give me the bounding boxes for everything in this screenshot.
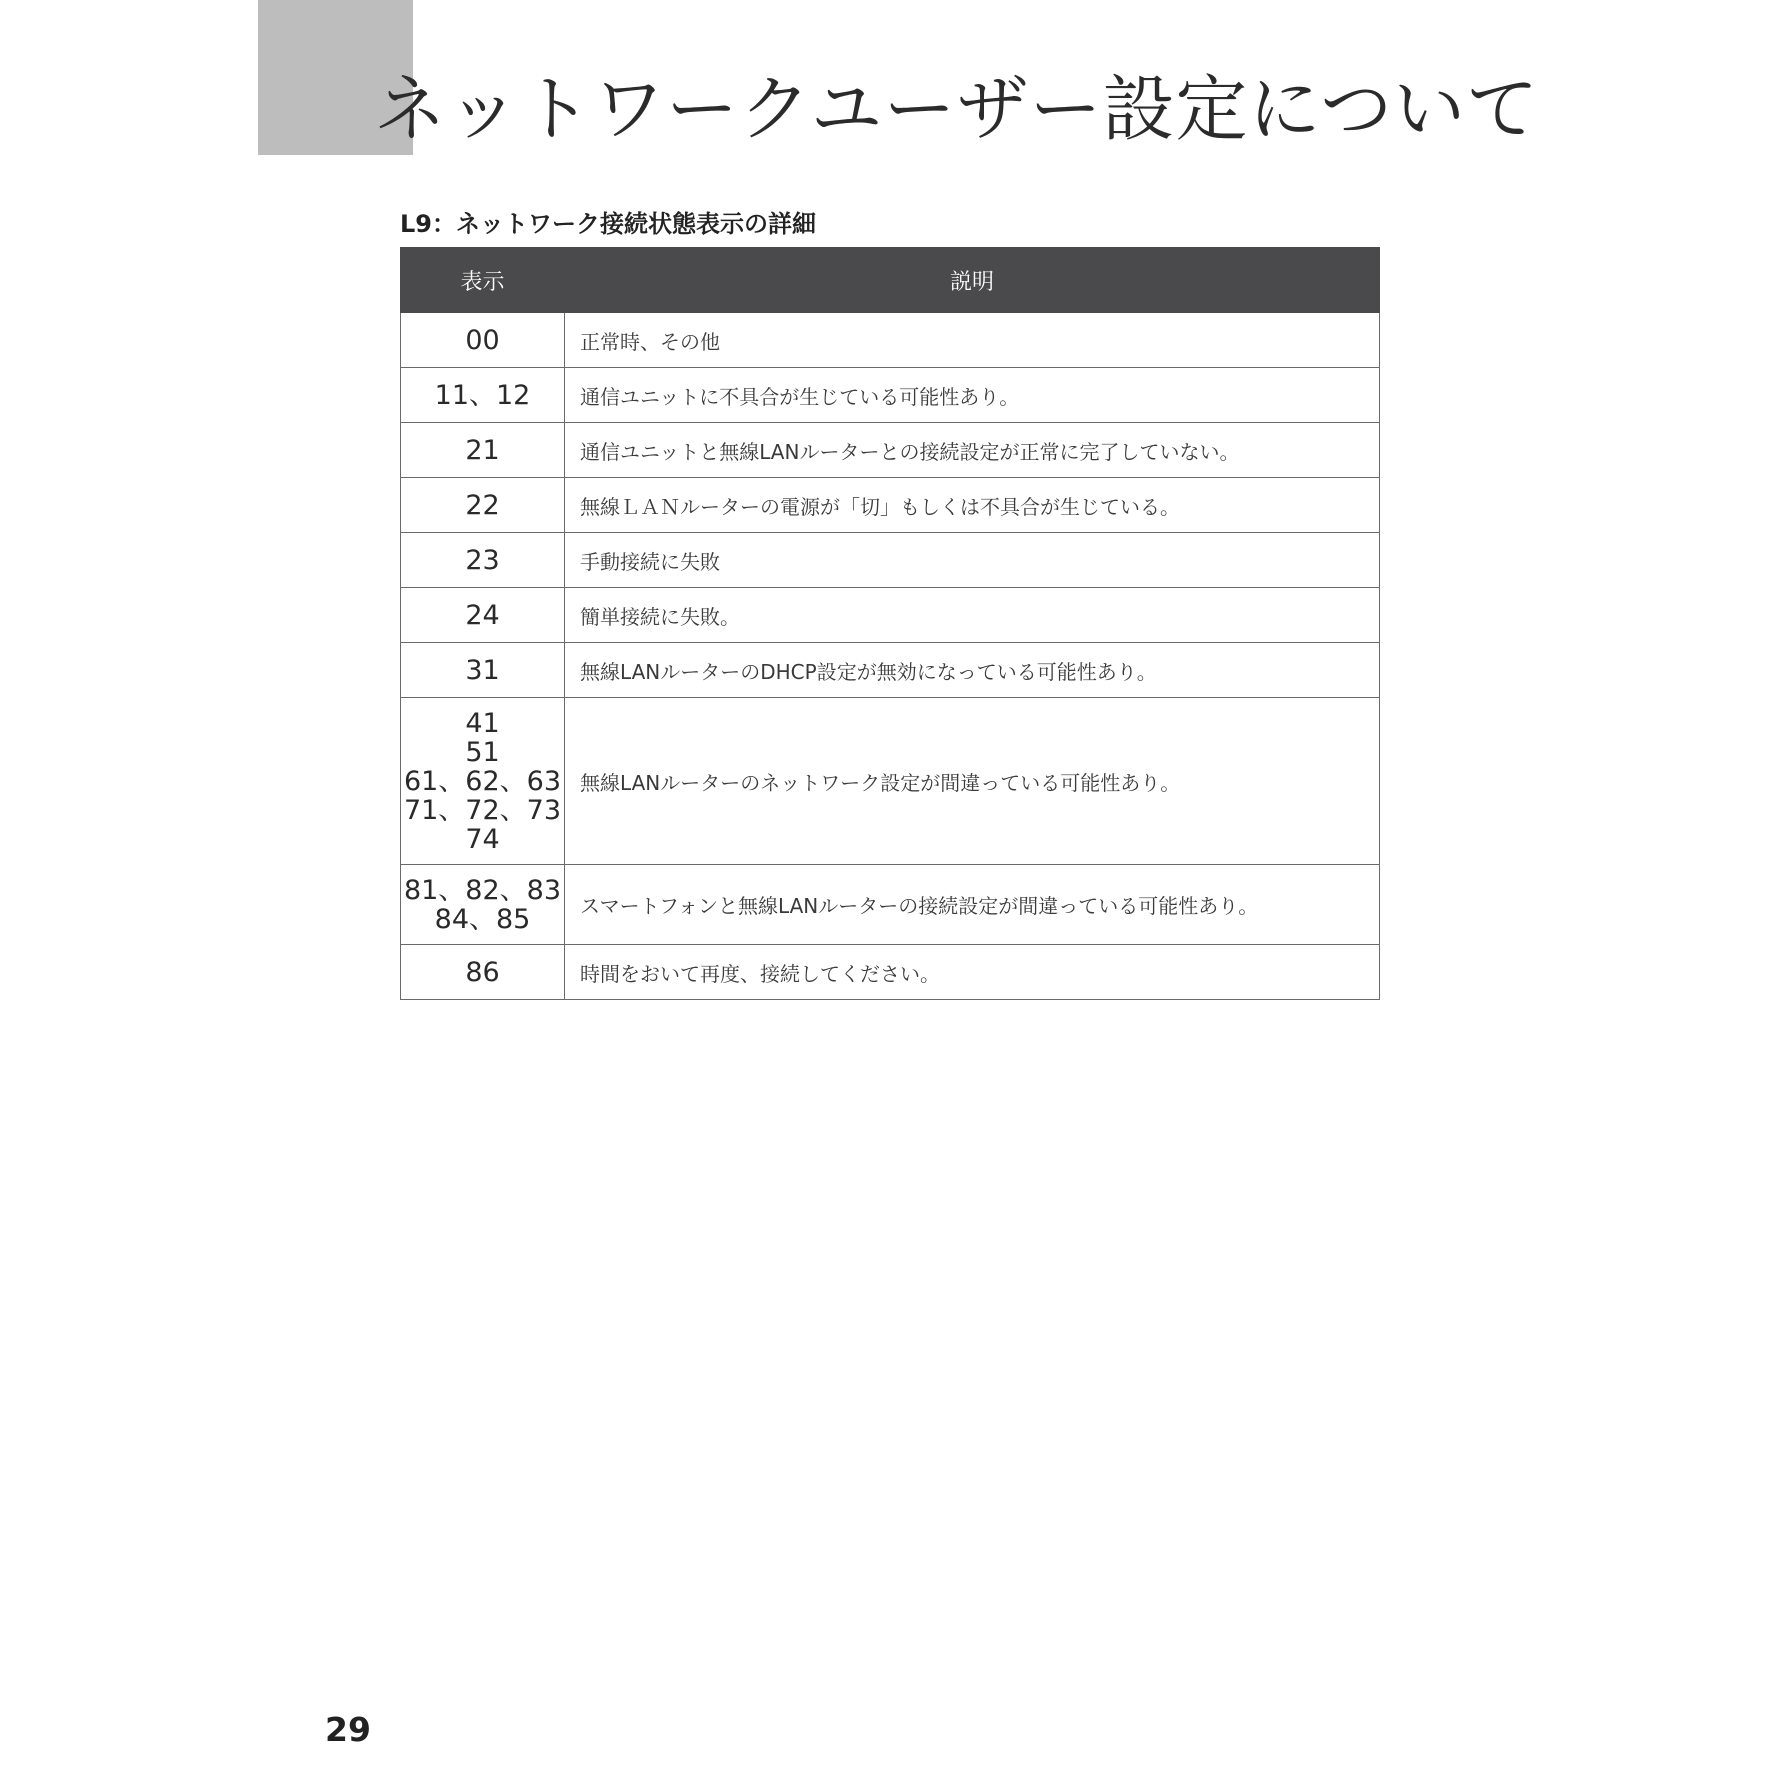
description-cell: 通信ユニットに不具合が生じている可能性あり。 (565, 368, 1380, 423)
table-row (401, 533, 1380, 588)
page-title: ネットワークユーザー設定について (374, 67, 1540, 151)
code-cell (401, 533, 565, 588)
section-caption: L9：ネットワーク接続状態表示の詳細 (400, 210, 816, 238)
header-description: 説明 (565, 248, 1380, 313)
code-value: 22 (465, 489, 500, 521)
table-row (401, 588, 1380, 643)
table-header-row (401, 248, 1380, 313)
code-cell (401, 368, 565, 423)
description-cell: 正常時、その他 (565, 313, 1380, 368)
table-body (401, 313, 1380, 1000)
description-cell: スマートフォンと無線LANルーターの接続設定が間違っている可能性あり。 (565, 865, 1380, 945)
code-value: 00 (465, 324, 500, 356)
code-value: 41 (465, 707, 500, 739)
code-cell (401, 865, 565, 945)
code-value: 84、85 (434, 903, 531, 935)
code-value: 24 (465, 599, 500, 631)
description-cell: 簡単接続に失敗。 (565, 588, 1380, 643)
table-row (401, 313, 1380, 368)
code-cell (401, 588, 565, 643)
table-row (401, 945, 1380, 1000)
description-cell: 無線ＬＡＮルーターの電源が「切」もしくは不具合が生じている。 (565, 478, 1380, 533)
table-row (401, 423, 1380, 478)
code-value: 21 (465, 434, 500, 466)
code-cell (401, 945, 565, 1000)
code-cell (401, 423, 565, 478)
code-cell (401, 643, 565, 698)
description-cell: 無線LANルーターのネットワーク設定が間違っている可能性あり。 (565, 698, 1380, 865)
code-cell (401, 313, 565, 368)
code-value: 51 (465, 736, 500, 768)
table-row (401, 643, 1380, 698)
header-code: 表示 (401, 248, 565, 313)
code-cell (401, 698, 565, 865)
table-row (401, 698, 1380, 865)
table-row (401, 368, 1380, 423)
description-cell: 通信ユニットと無線LANルーターとの接続設定が正常に完了していない。 (565, 423, 1380, 478)
code-value: 74 (465, 823, 500, 855)
code-cell (401, 478, 565, 533)
code-value: 11、12 (434, 379, 531, 411)
table-row (401, 478, 1380, 533)
description-cell: 手動接続に失敗 (565, 533, 1380, 588)
code-value: 86 (465, 956, 500, 988)
description-cell: 無線LANルーターのDHCP設定が無効になっている可能性あり。 (565, 643, 1380, 698)
code-value: 81、82、83 (403, 874, 562, 906)
code-value: 31 (465, 654, 500, 686)
code-value: 23 (465, 544, 500, 576)
code-value: 71、72、73 (403, 794, 562, 826)
page-number: 29 (325, 1710, 371, 1749)
code-value: 61、62、63 (403, 765, 562, 797)
network-status-table (400, 247, 1380, 1000)
description-cell: 時間をおいて再度、接続してください。 (565, 945, 1380, 1000)
table-row (401, 865, 1380, 945)
